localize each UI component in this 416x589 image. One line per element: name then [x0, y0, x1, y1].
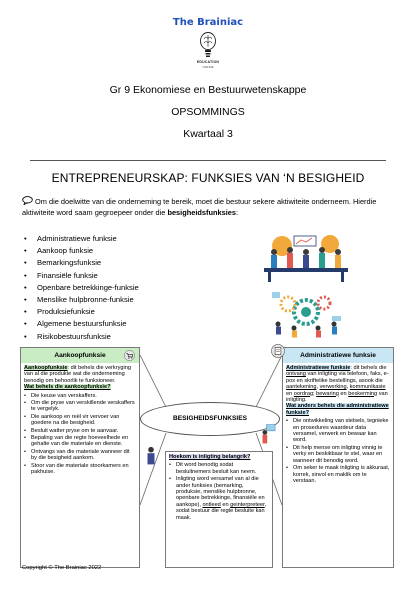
info-text: Inligting word versamel van al die ander funksies (bemarking, produksie, menslike hulpbronne, openbare betrekkinge, finansiële en aankope),	[176, 476, 265, 508]
list-item: • Die aankoop en reël vir vervoer van goedere na die besigheid.	[24, 414, 136, 427]
bulb-brain-icon	[198, 31, 218, 61]
intro-text: Om die doelwitte van die onderneming te bereik, moet die bestuur sekere aktiwiteite onderneem. Hierdie aktiwiteite word saam gegroepeer onder die	[22, 197, 377, 217]
logo-tagline-2: ONLINE	[202, 65, 214, 69]
list-item: • Risikobestuursfunksie	[22, 331, 222, 343]
list-item: • Produksiefunksie	[22, 306, 222, 318]
list-item: • Die ontwikkeling van stelsels, tegnieke en prosedures waardeur data versamel, verwerk en bewaar kan word.	[286, 418, 390, 444]
intro-end: :	[236, 208, 239, 217]
admin-def-keyword: beskerming	[348, 390, 378, 397]
shopping-cart-icon	[124, 350, 135, 361]
gears-teamwork-illustration	[266, 290, 346, 338]
list-item: • Aankoop funksie	[22, 245, 222, 257]
administration-list	[286, 418, 390, 484]
functions-list	[22, 233, 222, 343]
business-functions-diagram	[16, 345, 400, 580]
list-item: • Bemarkingsfunksie	[22, 257, 222, 269]
term-label: Kwartaal 3	[183, 128, 233, 140]
info-text: , sodat bestuur die regte besluite kan maak.	[176, 501, 267, 521]
list-item: • Algemene bestuursfunksie	[22, 318, 222, 330]
admin-def-text: ;	[313, 390, 317, 397]
documents-icon	[271, 344, 285, 358]
administration-function-box	[282, 347, 394, 568]
person-with-screen-illustration	[260, 423, 276, 445]
admin-def-text: en	[286, 390, 294, 397]
information-question: Hoekom is inligting belangrik?	[169, 454, 251, 460]
admin-def-keyword: kommunikasie	[349, 384, 386, 391]
purchasing-question: Wat behels die aankoopfunksie?	[24, 384, 111, 391]
people-illustration	[144, 445, 158, 467]
admin-def-text: en	[338, 390, 349, 397]
administration-title: Administratiewe funksie	[300, 352, 376, 359]
admin-def-text: : dit behels die	[350, 365, 387, 371]
list-item: • Menslike hulpbronne-funksie	[22, 294, 222, 306]
intro-emphasis: besigheidsfunksies	[167, 208, 237, 217]
intro-paragraph	[22, 196, 392, 218]
information-list	[169, 462, 269, 521]
admin-def-text: van inligting.	[286, 390, 388, 404]
admin-def-keyword: aantekening	[286, 384, 317, 391]
administration-header	[283, 348, 393, 363]
administration-question: Wat anders behels die administratiewe funksie?	[286, 403, 389, 416]
logo-tagline: EDUCATION	[196, 60, 220, 64]
list-item: • Dit help mense om inligting vinnig te verky en beskikbaar te stel, waar en wanneer dit benodig word.	[286, 445, 390, 464]
admin-def-term: Administratiewe funksie	[286, 365, 351, 371]
list-item: • Om die pryse van verskillende verskaffers te vergelyk.	[24, 400, 136, 413]
document-type: OPSOMMINGS	[171, 106, 245, 118]
center-oval: BESIGHEIDSFUNKSIES	[140, 402, 280, 436]
list-item: • Finansiële funksie	[22, 270, 222, 282]
admin-def-keyword: ontvang	[286, 371, 306, 378]
list-item: • Administratiewe funksie	[22, 233, 222, 245]
admin-def-keyword: bewaring	[316, 390, 339, 397]
list-item: • Bepaling van die regte hoeveelhede en gehalte van die materiale en dienste.	[24, 435, 136, 448]
team-meeting-illustration	[254, 232, 358, 284]
info-keyword: geinterpreteer	[230, 501, 265, 508]
brand-name: The Brainiac	[172, 17, 244, 28]
purchasing-def-text: : dit behels die verkryging van al die produkte wat die onderneming benodig om behoorlik te funksioneer.	[24, 365, 131, 384]
divider	[30, 160, 386, 161]
list-item: • Openbare betrekkinge-funksie	[22, 282, 222, 294]
section-title: ENTREPRENEURSKAP: FUNKSIES VAN ‘N BESIGHEID	[51, 171, 365, 185]
info-keyword: ontleed	[202, 501, 221, 508]
list-item: • Om seker te maak inligting is akkuraat, korrek, sinvol en maklik om te verstaan.	[286, 465, 390, 484]
list-item: • Die keuse van verskaffers.	[24, 393, 136, 399]
subject-title: Gr 9 Ekonomiese en Bestuurwetenskappe	[109, 84, 307, 96]
admin-def-text: ,	[346, 384, 350, 391]
admin-def-keyword: verwerking	[319, 384, 347, 391]
admin-def-text: ,	[316, 384, 320, 391]
purchasing-function-box	[20, 347, 140, 568]
speech-bubble-icon	[22, 196, 33, 205]
admin-def-text: van inligting via telefoon, faks, e-pos en skriftelike bestellings, asook die	[286, 371, 389, 384]
purchasing-title: Aankoopfunksie	[54, 352, 106, 359]
admin-def-keyword: oordrag	[293, 390, 314, 397]
purchasing-header	[21, 348, 139, 363]
info-text: en	[220, 501, 231, 508]
list-item	[169, 476, 269, 521]
list-item: • Stoor van die materiale stoorkamers en pakhuise.	[24, 463, 136, 476]
purchasing-list	[24, 393, 136, 476]
list-item: • Besluit watter pryse om te aanvaar.	[24, 428, 136, 434]
copyright: Copyright © The Brainiac 2022	[22, 565, 102, 571]
purchasing-definition	[24, 365, 136, 384]
list-item: • Dit word benodig sodat besluitnemers besluit kan neem.	[169, 462, 269, 475]
administration-definition	[286, 365, 390, 403]
information-importance-box	[165, 451, 273, 568]
list-item: • Ontvangs van die materiale wanneer dit by die besigheid aankom.	[24, 449, 136, 462]
purchasing-def-term: Aankoopfunksie	[24, 365, 68, 371]
